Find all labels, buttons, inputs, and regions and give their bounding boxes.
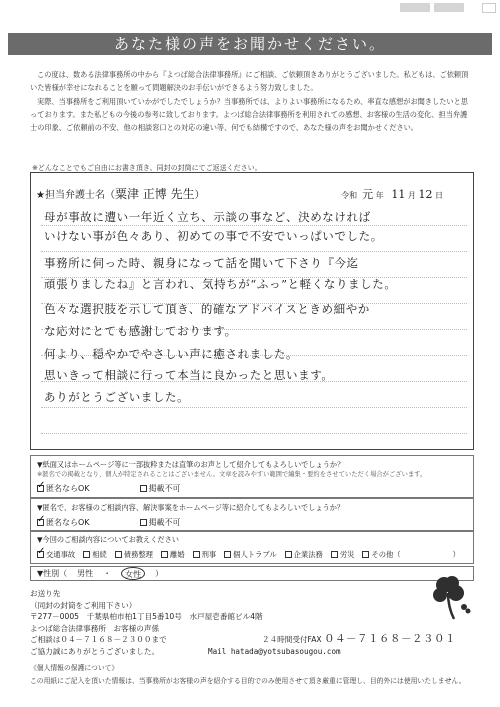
option-no-publish[interactable]: 掲載不可 [140,483,181,494]
question-case-text: ▼匿名で、お客様のご相談内容、解決事案をホームページ等に紹介してもよろしいでしょうか？ [37,503,345,512]
question-publish-text: ▼紙面又はホームページ等に一部抜粋または直筆のお声として紹介してもよろしいでしょうか？ [37,460,345,469]
contact-info [30,588,470,657]
question-case-box [30,498,474,532]
date-year: 元 [362,188,374,201]
checkbox-checked[interactable] [37,551,44,558]
option-corporate[interactable]: 企業法務 [285,549,323,560]
gender-label: ▼性別（ [37,569,68,578]
redacted-mark [400,3,430,12]
intro-text [30,68,470,135]
page-corner-mark [482,3,496,13]
contact-heading: お送り先 [30,589,61,598]
contact-mail: Mail hatada@yotsubasougou.com [208,646,341,656]
contact-note: （同封の封筒をご利用下さい） [30,600,137,610]
question-publish-note: ※匿名での掲載となり、個人が特定されることはございません。文章を読みやすい範囲で編集・要約をさせていただく場合がございます。 [37,471,427,478]
question-publish-box [30,455,474,498]
checkbox-checked[interactable] [37,519,44,526]
question-publish-options [37,483,467,494]
comment-line: 事務所に伺った時、親身になって話を聞いて下さり『今迄 [44,256,359,270]
contact-address: 〒277－0005 千葉県柏市柏1丁目5番10号 水戸屋壱番館ビル4階 [30,612,263,621]
checkbox-checked[interactable] [37,485,44,492]
consult-options [37,549,467,560]
option-debt[interactable]: 債務整理 [115,549,153,560]
lawyer-name-line [36,185,205,202]
option-other[interactable]: その他（ [362,549,400,560]
ruled-line [41,407,467,408]
gender-field [30,566,474,581]
other-close: ） [452,550,460,559]
lawyer-name: 粟津 正博 先生 [114,187,195,201]
checkbox[interactable] [140,519,147,526]
date-nen: 年 [375,191,384,200]
option-personal-trouble[interactable]: 個人トラブル [224,549,277,560]
intro-paragraph-1: この度は、数ある法律事務所の中から『よつば総合法律事務所』にご相談、ご依頼頂きありがとうございました。私どもは、ご依頼頂いた皆様が幸せになれることを願って問題解決のお手伝いができるよう努力致しました。 [30,70,469,92]
privacy-body: この用紙にご記入を頂いた情報は、当事務所がお客様の声を紹介する目的でのみ使用させて頂き厳重に管理し、目的外には使用いたしません。 [30,677,466,685]
checkbox[interactable] [285,551,292,558]
header-strip [0,0,500,14]
question-case-options [37,517,467,528]
date-era: 令和 [341,191,358,200]
option-criminal[interactable]: 刑事 [193,549,217,560]
lawyer-label: ★担当弁護士名（ [36,190,115,201]
comment-line: 色々な選択肢を示して頂き、的確なアドバイスときめ細やか [44,302,370,316]
checkbox[interactable] [193,551,200,558]
contact-tel: ご相談は０４－７１６８－２３００まで [30,635,167,644]
page-title: あなた様の声をお聞かせください。 [8,33,492,55]
checkbox[interactable] [362,551,369,558]
contact-fax-label: ２４時間受付FAX [262,635,322,644]
gender-dot: ・ [103,569,112,578]
option-traffic-accident[interactable]: ✓ 交通事故 [37,549,75,560]
comment-line: いけない事が色々あり、初めての事で不安でいっぱいでした。 [44,229,383,243]
question-consult-type [30,530,474,564]
comment-line: ありがとうございました。 [44,390,190,404]
gender-female-selected[interactable]: 女性 [121,567,145,580]
checkbox[interactable] [224,551,231,558]
redacted-mark [434,3,464,12]
contact-fax-group [262,634,456,646]
question-case-intro [30,498,474,532]
lawyer-close: ） [194,190,205,201]
privacy-notice [30,662,474,688]
option-anonymous-ok[interactable]: ✓ 匿名ならOK [37,483,90,494]
option-workers-comp[interactable]: 労災 [331,549,355,560]
ruled-line [41,433,467,434]
question-consult-box [30,530,474,564]
question-consult-text: ▼今回のご相談内容についてお教えください [37,535,179,544]
contact-fax-number: ０４－７１６８－２３０１ [324,633,457,645]
date-month: 11 [391,188,406,201]
comment-line: 母が事故に遭い一年近く立ち、示談の事など、決めなければ [44,210,371,224]
question-publish [30,455,474,498]
intro-paragraph-2: 実際、当事務所をご利用頂いていかがでしたでしょうか？当事務所では、よりよい事務所になるため、率直な感想がお聞きしたいと思っております。また私どもの今後の参考に致しております。よつば総合法律事務所を利用されての感想、お客様の生活の変化、担当弁護士の印象、ご依頼前の不安、他の相談窓口との対応の違い等、何でも結構ですので、あなた様の声をお聞かせください。 [30,97,468,132]
date-nichi: 日 [435,191,443,200]
checkbox[interactable] [115,551,122,558]
option-divorce[interactable]: 離婚 [161,549,185,560]
option-no-publish[interactable]: 掲載不可 [140,517,181,528]
date-day: 12 [418,188,433,201]
comment-box [30,172,474,450]
instruction-note: ※どんなことでもご自由にお書き頂き、同封の封筒にてご返送ください。 [32,164,262,172]
date-getsu: 月 [407,191,416,200]
comment-line: な応対にとても感謝しております。 [44,324,237,338]
option-inheritance[interactable]: 相続 [83,549,107,560]
checkbox[interactable] [140,485,147,492]
checkbox[interactable] [331,551,338,558]
checkbox[interactable] [83,551,90,558]
comment-line: 頑張りましたね』と言われ、気持ちが“ふっ”と軽くなりました。 [44,277,397,291]
checkbox[interactable] [161,551,168,558]
gender-male[interactable]: 男性 [77,569,94,578]
clover-icon [426,571,476,623]
contact-closing: ご協力誠にありがとうございました。 [30,646,160,656]
option-anonymous-ok[interactable]: ✓ 匿名ならOK [37,517,90,528]
comment-line: 何より、穏やかでやさしい声に癒されました。 [44,347,299,361]
comment-line: 思いきって相談に行って本当に良かったと思います。 [44,368,334,382]
gender-close: ） [155,569,164,578]
ruled-line [41,225,467,226]
contact-firm: よつば総合法律事務所 お客様の声係 [30,623,160,633]
ruled-line [41,251,467,252]
privacy-heading: 《個人情報の保護について》 [30,664,119,672]
date-line [341,186,443,202]
